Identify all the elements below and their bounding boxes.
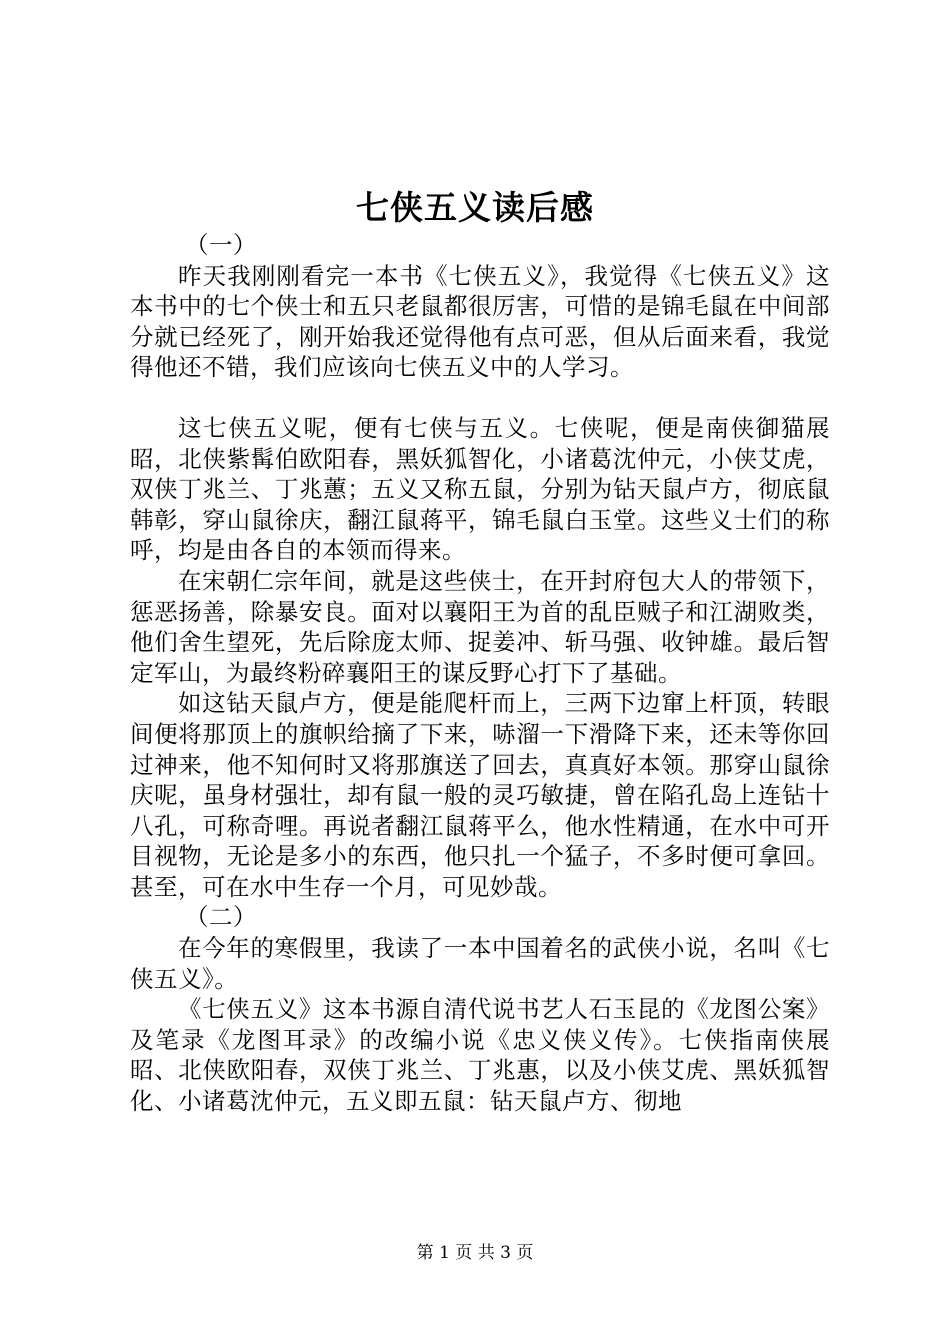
document-title: 七侠五义读后感 (356, 188, 594, 227)
paragraph: 在宋朝仁宗年间，就是这些侠士，在开封府包大人的带领下，惩恶扬善，除暴安良。面对以襄阳王为首的乱臣贼子和江湖败类，他们舍生望死，先后除庞太师、捉姜冲、斩马强、收钟雄。最后智定军山，为最终粉碎襄阳王的谋反野心打下了基础。 (130, 566, 830, 687)
page-footer: 第 1 页 共 3 页 (416, 1243, 534, 1263)
section-marker-one: （一） (185, 231, 257, 259)
paragraph: 昨天我刚刚看完一本书《七侠五义》，我觉得《七侠五义》这本书中的七个侠士和五只老鼠都很厉害，可惜的是锦毛鼠在中间部分就已经死了，刚开始我还觉得他有点可恶，但从后面来看，我觉得他还不错，我们应该向七侠五义中的人学习。 (130, 261, 830, 382)
paragraph: 在今年的寒假里，我读了一本中国着名的武侠小说，名叫《七侠五义》。 (130, 934, 830, 993)
paragraph: 这七侠五义呢，便有七侠与五义。七侠呢，便是南侠御猫展昭，北侠紫髯伯欧阳春，黑妖狐智化，小诸葛沈仲元，小侠艾虎，双侠丁兆兰、丁兆蕙；五义又称五鼠，分别为钻天鼠卢方，彻底鼠韩彰，穿山鼠徐庆，翻江鼠蒋平，锦毛鼠白玉堂。这些义士们的称呼，均是由各自的本领而得来。 (130, 413, 830, 565)
paragraph: 《七侠五义》这本书源自清代说书艺人石玉昆的《龙图公案》及笔录《龙图耳录》的改编小说《忠义侠义传》。七侠指南侠展昭、北侠欧阳春，双侠丁兆兰、丁兆惠，以及小侠艾虎、黑妖狐智化、小诸葛沈仲元，五义即五鼠：钻天鼠卢方、彻地 (130, 995, 830, 1116)
document-body (130, 230, 830, 1117)
section-marker-two: （二） (185, 903, 257, 932)
paragraph: 如这钻天鼠卢方，便是能爬杆而上，三两下边窜上杆顶，转眼间便将那顶上的旗帜给摘了下来，哧溜一下滑降下来，还未等你回过神来，他不知何时又将那旗送了回去，真真好本领。那穿山鼠徐庆呢，虽身材强壮，却有鼠一般的灵巧敏捷，曾在陷孔岛上连钻十八孔，可称奇哩。再说者翻江鼠蒋平么，他水性精通，在水中可开目视物，无论是多小的东西，他只扎一个猛子，不多时便可拿回。甚至，可在水中生存一个月，可见妙哉。 (130, 689, 830, 901)
